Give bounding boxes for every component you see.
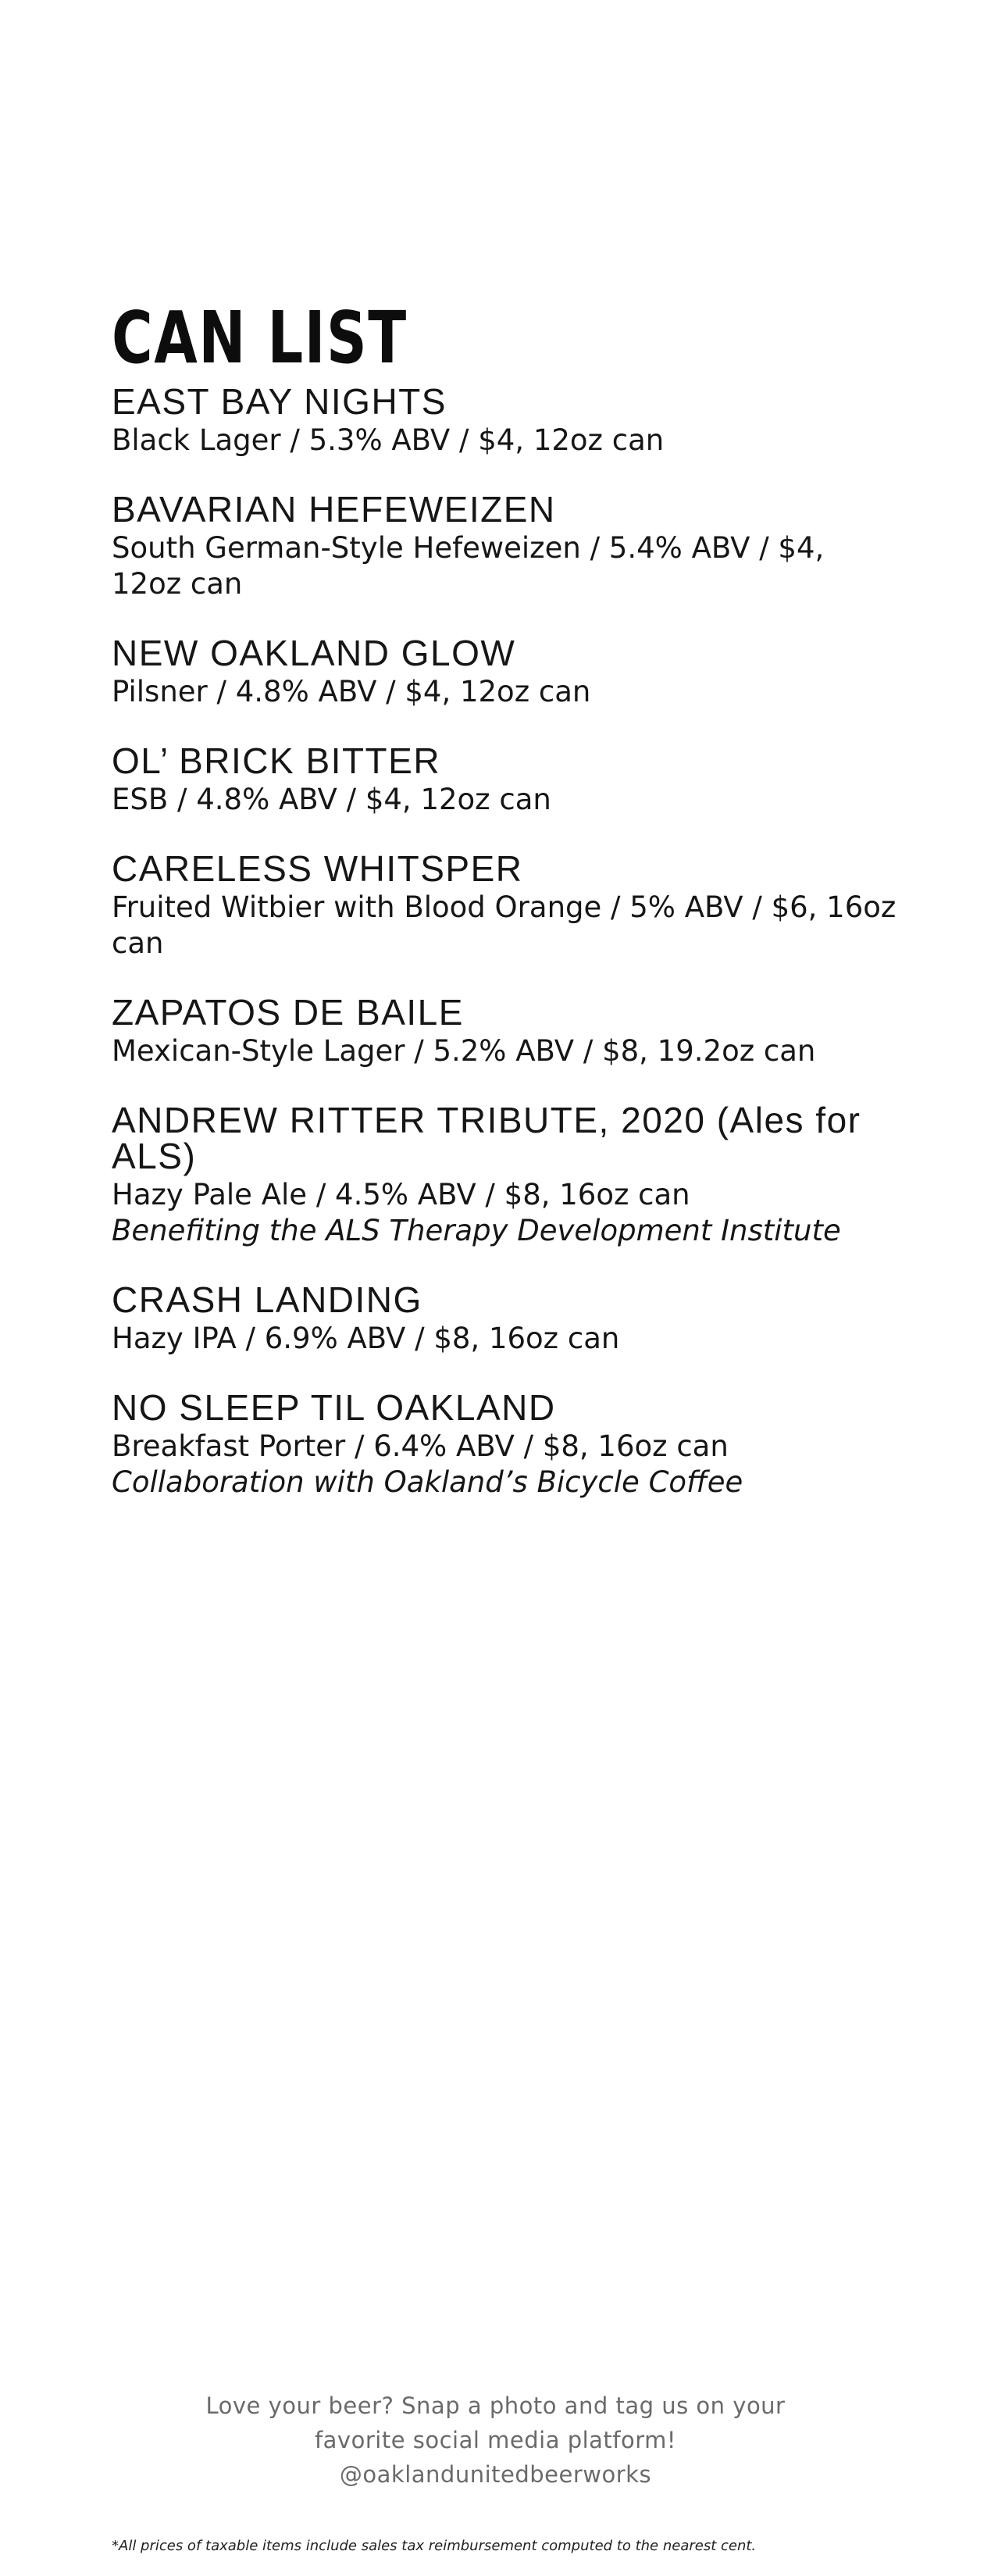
list-item [112, 740, 955, 818]
beer-description: Breakfast Porter / 6.4% ABV / $8, 16oz can [112, 1429, 729, 1463]
footer-prompt-line-1: Love your beer? Snap a photo and tag us on your [205, 2392, 786, 2419]
social-handle: @oaklandunitedbeerworks [339, 2461, 652, 2488]
list-item [112, 994, 955, 1069]
beer-description: Fruited Witbier with Blood Orange / 5% ABV / $6, 16oz can [112, 890, 897, 960]
beer-name: CARELESS WHITSPER [112, 848, 523, 889]
beer-description: Mexican-Style Lager / 5.2% ABV / $8, 19.2oz can [112, 1034, 816, 1068]
beer-name: EAST BAY NIGHTS [112, 381, 447, 422]
beer-note: Benefiting the ALS Therapy Development Institute [112, 1214, 841, 1247]
beer-name: ANDREW RITTER TRIBUTE, 2020 (Ales for ALS) [112, 1100, 861, 1176]
list-item [112, 1102, 955, 1249]
beer-name: ZAPATOS DE BAILE [112, 992, 464, 1033]
list-item [112, 848, 955, 962]
tax-disclaimer: *All prices of taxable items include sales tax reimbursement computed to the nearest cent. [112, 2538, 757, 2554]
beer-note: Collaboration with Oakland’s Bicycle Coffee [112, 1465, 743, 1499]
beer-description: Pilsner / 4.8% ABV / $4, 12oz can [112, 675, 591, 708]
beer-description: Hazy Pale Ale / 4.5% ABV / $8, 16oz can [112, 1178, 690, 1211]
list-item [112, 1387, 955, 1500]
list-item [112, 381, 955, 458]
beer-description: ESB / 4.8% ABV / $4, 12oz can [112, 783, 551, 816]
social-footer [0, 2389, 991, 2492]
beer-name: NEW OAKLAND GLOW [112, 633, 516, 673]
beer-name: OL’ BRICK BITTER [112, 740, 441, 781]
page-title: CAN LIST [112, 296, 408, 380]
beer-description: South German-Style Hefeweizen / 5.4% ABV / $4, 12oz can [112, 531, 825, 601]
beer-name: NO SLEEP TIL OAKLAND [112, 1387, 556, 1428]
can-list-section [112, 296, 955, 1533]
list-item [112, 491, 955, 602]
beer-description: Hazy IPA / 6.9% ABV / $8, 16oz can [112, 1322, 620, 1355]
beer-description: Black Lager / 5.3% ABV / $4, 12oz can [112, 423, 665, 457]
beer-name: BAVARIAN HEFEWEIZEN [112, 489, 556, 530]
list-item [112, 1279, 955, 1357]
footer-prompt-line-2: favorite social media platform! [314, 2427, 677, 2453]
list-item [112, 635, 955, 710]
beer-name: CRASH LANDING [112, 1279, 422, 1320]
